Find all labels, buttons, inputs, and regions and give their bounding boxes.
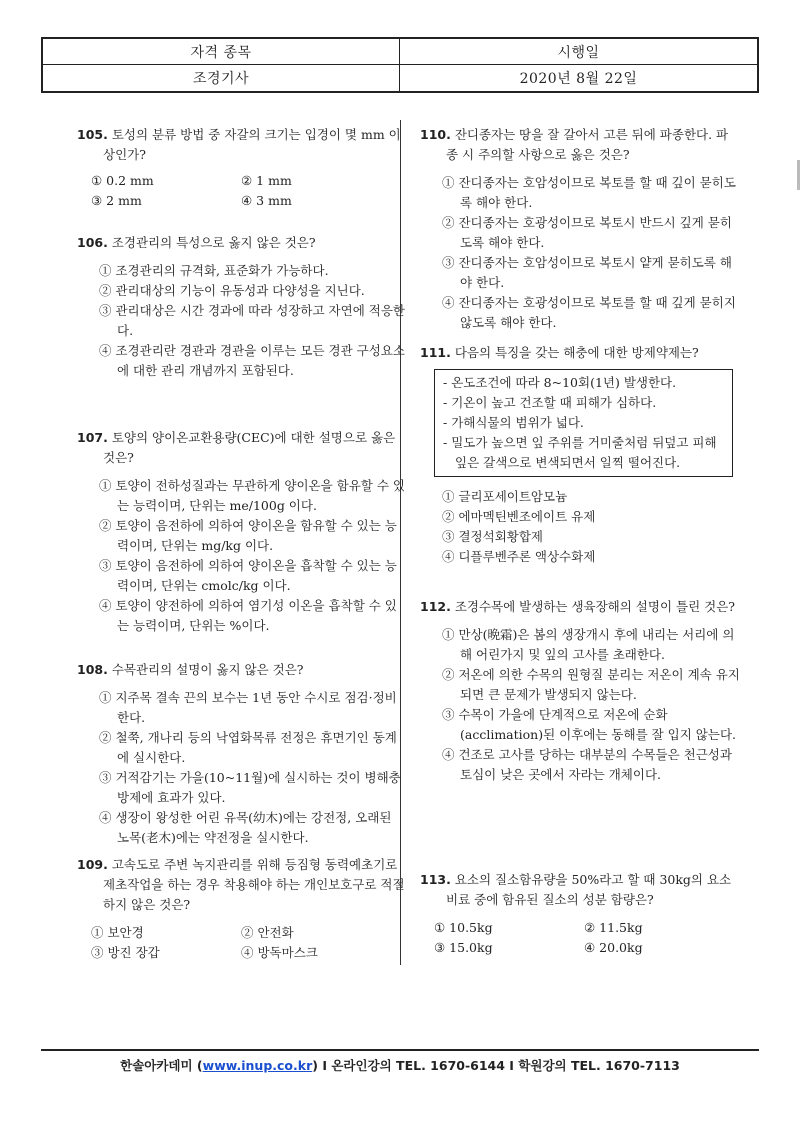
question-107 [77,428,407,636]
options-grid [91,923,407,963]
question-text: 수목관리의 설명이 옳지 않은 것은? [111,662,304,677]
option-1[interactable]: ① 10.5kg [434,920,493,935]
option-1[interactable]: ① 잔디종자는 호암성이므로 복토를 할 때 깊이 묻히도록 해야 한다. [442,175,736,210]
option-3[interactable]: ③ 방진 장갑 [91,945,160,960]
option-1[interactable]: ① 0.2 mm [91,173,154,188]
option-1[interactable]: ① 조경관리의 규격화, 표준화가 가능하다. [99,263,329,278]
question-110 [420,125,740,333]
option-4[interactable]: ④ 조경관리란 경관과 경관을 이루는 모든 경관 구성요소에 대한 관리 개념까지 포함된다. [99,343,405,378]
option-3[interactable]: ③ 토양이 음전하에 의하여 양이온을 흡착할 수 있는 능력이며, 단위는 cmolc/kg 이다. [99,558,397,593]
option-4[interactable]: ④ 3 mm [241,193,292,208]
exam-header-table [41,37,759,93]
question-text: 조경수목에 발생하는 생육장해의 설명이 틀린 것은? [454,599,735,614]
option-2[interactable]: ② 1 mm [241,173,292,188]
option-4[interactable]: ④ 디플루벤주론 액상수화제 [442,549,596,564]
footer-website-link[interactable]: www.inup.co.kr [202,1058,313,1073]
footer-rule [41,1049,759,1051]
question-text: 요소의 질소함유량을 50%라고 할 때 30kg의 요소 비료 중에 함유된 질소의 성분 함량은? [446,872,732,907]
question-text: 고속도로 주변 녹지관리를 위해 등짐형 동력예초기로 제초작업을 하는 경우 착용해야 하는 개인보호구로 적절하지 않은 것은? [103,857,405,912]
option-2[interactable]: ② 잔디종자는 호광성이므로 복토시 반드시 깊게 묻히도록 해야 한다. [442,215,732,250]
option-4[interactable]: ④ 방독마스크 [241,945,318,960]
header-subject-value: 조경기사 [192,71,250,87]
option-1[interactable]: ① 토양이 전하성질과는 무관하게 양이온을 함유할 수 있는 능력이며, 단위는 me/100g 이다. [99,478,405,513]
option-1[interactable]: ① 만상(晩霜)은 봄의 생장개시 후에 내리는 서리에 의해 어린가지 및 잎의 고사를 초래한다. [442,627,735,662]
footer [41,1056,759,1074]
option-3[interactable]: ③ 15.0kg [434,940,493,955]
options-grid [434,918,740,958]
question-number: 110. [420,127,451,142]
question-108 [77,660,407,848]
option-1[interactable]: ① 지주목 결속 끈의 보수는 1년 동안 수시로 점검·정비한다. [99,690,397,725]
question-number: 112. [420,599,451,614]
question-text: 토성의 분류 방법 중 자갈의 크기는 입경이 몇 mm 이상인가? [103,127,401,162]
option-3[interactable]: ③ 거적감기는 가을(10~11월)에 실시하는 것이 병해충 방제에 효과가 있다. [99,770,401,805]
question-number: 108. [77,662,108,677]
option-3[interactable]: ③ 결정석회황합제 [442,529,543,544]
option-4[interactable]: ④ 토양이 양전하에 의하여 염기성 이온을 흡착할 수 있는 능력이며, 단위는 %이다. [99,598,397,633]
header-date-label: 시행일 [557,44,600,61]
box-line: - 온도조건에 따라 8~10회(1년) 발생한다. [443,375,677,390]
option-3[interactable]: ③ 수목이 가을에 단계적으로 저온에 순화(acclimation)된 이후에는 동해를 잘 입지 않는다. [442,707,736,742]
option-2[interactable]: ② 11.5kg [584,920,643,935]
header-date-value: 2020년 8월 22일 [519,71,638,87]
question-number: 113. [420,872,451,887]
option-4[interactable]: ④ 건조로 고사를 당하는 대부분의 수목들은 천근성과 토심이 낮은 곳에서 자라는 개체이다. [442,747,732,782]
option-2[interactable]: ② 안전화 [241,925,294,940]
box-line: - 가해식물의 범위가 넓다. [443,415,584,430]
question-number: 109. [77,857,108,872]
question-text: 조경관리의 특성으로 옳지 않은 것은? [111,235,316,250]
box-line: - 기온이 높고 건조할 때 피해가 심하다. [443,395,657,410]
question-text: 다음의 특징을 갖는 해충에 대한 방제약제는? [454,345,699,360]
option-3[interactable]: ③ 잔디종자는 호암성이므로 복토시 얕게 묻히도록 해야 한다. [442,255,732,290]
question-111 [420,343,740,567]
footer-academy: 한솔아카데미 ( [120,1058,203,1073]
option-2[interactable]: ② 철쭉, 개나리 등의 낙엽화목류 전정은 휴면기인 동계에 실시한다. [99,730,397,765]
options-grid [91,171,407,211]
option-3[interactable]: ③ 2 mm [91,193,142,208]
option-1[interactable]: ① 보안경 [91,925,144,940]
option-4[interactable]: ④ 20.0kg [584,940,643,955]
header-subject-label: 자격 종목 [190,44,252,61]
option-4[interactable]: ④ 생장이 왕성한 어린 유목(幼木)에는 강전정, 오래된 노목(老木)에는 약전정을 실시한다. [99,810,392,845]
condition-box [434,369,733,477]
option-2[interactable]: ② 에마멕틴벤조에이트 유제 [442,509,596,524]
question-105 [77,125,407,211]
question-112 [420,597,740,785]
question-number: 106. [77,235,108,250]
question-number: 105. [77,127,108,142]
option-2[interactable]: ② 관리대상의 기능이 유동성과 다양성을 지닌다. [99,283,365,298]
option-4[interactable]: ④ 잔디종자는 호광성이므로 복토를 할 때 깊게 묻히지 않도록 해야 한다. [442,295,736,330]
question-text: 토양의 양이온교환용량(CEC)에 대한 설명으로 옳은 것은? [103,430,396,465]
question-109 [77,855,407,963]
option-1[interactable]: ① 글리포세이트암모늄 [442,489,568,504]
question-number: 107. [77,430,108,445]
option-2[interactable]: ② 토양이 음전하에 의하여 양이온을 함유할 수 있는 능력이며, 단위는 mg/kg 이다. [99,518,397,553]
question-106 [77,233,407,381]
option-2[interactable]: ② 저온에 의한 수목의 원형질 분리는 저온이 계속 유지되면 큰 문제가 발생되지 않는다. [442,667,740,702]
question-text: 잔디종자는 땅을 잘 갈아서 고른 뒤에 파종한다. 파종 시 주의할 사항으로 옳은 것은? [446,127,729,162]
question-113 [420,870,740,958]
footer-contact: ) I 온라인강의 TEL. 1670-6144 I 학원강의 TEL. 1670-7113 [312,1058,680,1073]
option-3[interactable]: ③ 관리대상은 시간 경과에 따라 성장하고 자연에 적응한다. [99,303,405,338]
box-line: - 밀도가 높으면 잎 주위를 거미줄처럼 뒤덮고 피해 잎은 갈색으로 변색되면서 일찍 떨어진다. [443,435,717,470]
question-number: 111. [420,345,451,360]
